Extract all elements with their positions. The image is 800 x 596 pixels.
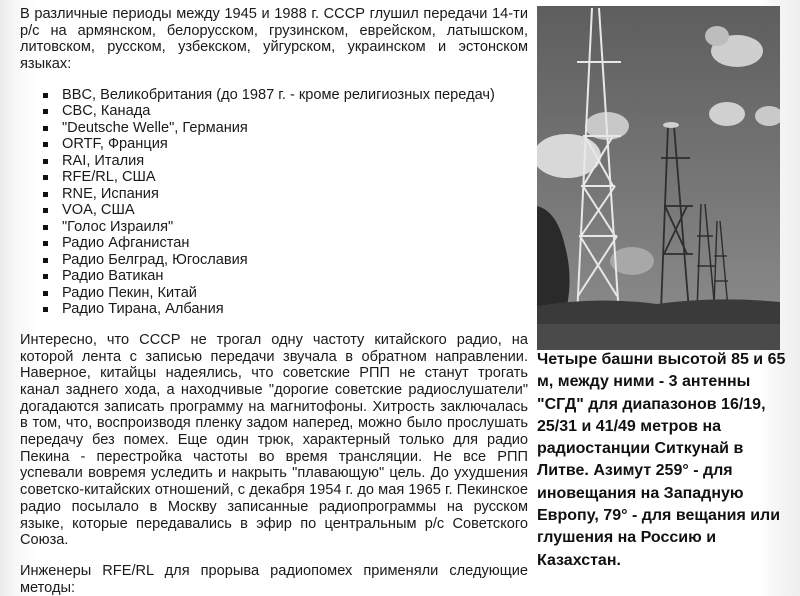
bullet-icon xyxy=(43,93,48,98)
bullet-icon xyxy=(43,192,48,197)
bullet-icon xyxy=(43,258,48,263)
list-item: ORTF, Франция xyxy=(62,136,528,153)
list-item: RFE/RL, США xyxy=(62,169,528,186)
list-item: Радио Пекин, Китай xyxy=(62,285,528,302)
list-item: CBC, Канада xyxy=(62,103,528,120)
bullet-icon xyxy=(43,126,48,131)
bullet-icon xyxy=(43,109,48,114)
bullet-icon xyxy=(43,274,48,279)
list-item: Радио Белград, Югославия xyxy=(62,252,528,269)
list-item: RAI, Италия xyxy=(62,153,528,170)
bullet-icon xyxy=(43,241,48,246)
stations-list xyxy=(20,87,528,318)
radio-towers-photo xyxy=(537,6,780,350)
bullet-icon xyxy=(43,307,48,312)
intro-paragraph: В различные периоды между 1945 и 1988 г. СССР глушил передачи 14-ти р/с на армянском, белорусском, грузинском, еврейском, латышском, литовском, русском, узбекском, уйгурском, украинском и эстонском языках: xyxy=(20,6,528,73)
china-paragraph: Интересно, что СССР не трогал одну частоту китайского радио, на которой лента с записью передачи звучала в обратном направлении. Наверное, китайцы надеялись, что советские РПП не станут трогать канал заднего хода, а находчивые "дорогие советские радиослушатели" догадаются записать программу на магнитофоны. Хитрость заключалась в том, что, воспроизводя пленку задом наперед, можно было прослушать передачу без помех. Еще один трюк, характерный только для радио Пекина - перестройка частоты во время трансляции. Не все РПП успевали вовремя уследить и накрыть "плавающую" цель. До ухудшения советско-китайских отношений, с декабря 1954 г. до мая 1965 г. Пекинское радио посылало в Москву записанные радиопрограммы на русском языке, которые передавались в эфир по центральным р/с Советского Союза. xyxy=(20,331,528,549)
list-item: VOA, США xyxy=(62,202,528,219)
bullet-icon xyxy=(43,159,48,164)
bullet-icon xyxy=(43,142,48,147)
bullet-icon xyxy=(43,175,48,180)
list-item: RNE, Испания xyxy=(62,186,528,203)
photo-caption: Четыре башни высотой 85 и 65 м, между ними - 3 антенны "СГД" для диапазонов 16/19, 25/31 и 41/49 метров на радиостанции Ситкунай в Литве. Азимут 259° - для иновещания на Западную Европу, 79° - для вещания или глушения на Россию и Казахстан. xyxy=(537,351,786,569)
rfe-paragraph: Инженеры RFE/RL для прорыва радиопомех применяли следующие методы: xyxy=(20,562,528,596)
bullet-icon xyxy=(43,208,48,213)
list-item: BBC, Великобритания (до 1987 г. - кроме религиозных передач) xyxy=(62,87,528,104)
bullet-icon xyxy=(43,225,48,230)
list-item: Радио Тирана, Албания xyxy=(62,301,528,318)
bullet-icon xyxy=(43,291,48,296)
list-item: Радио Афганистан xyxy=(62,235,528,252)
towers-image xyxy=(537,6,780,350)
list-item: "Голос Израиля" xyxy=(62,219,528,236)
list-item: "Deutsche Welle", Германия xyxy=(62,120,528,137)
list-item: Радио Ватикан xyxy=(62,268,528,285)
article-body xyxy=(20,6,528,596)
